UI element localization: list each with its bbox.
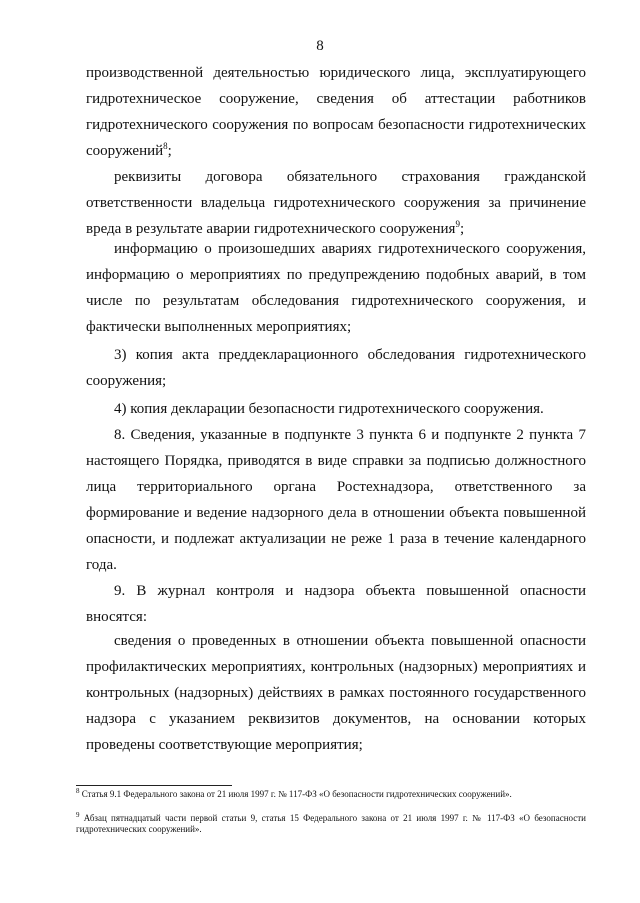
paragraph-text: реквизиты договора обязательного страхования гражданской ответственности владельца гидротехнического сооружения за причинение вреда в результате аварии гидротехнического сооружения <box>86 169 586 237</box>
footnote-9 <box>76 813 586 835</box>
footnote-ref-8[interactable]: 8 <box>163 141 168 151</box>
punctuation: ; <box>459 221 465 237</box>
footnote-text: Статья 9.1 Федерального закона от 21 июля 1997 г. № 117-ФЗ «О безопасности гидротехнических сооружений». <box>79 789 512 799</box>
paragraph-section-9: 9. В журнал контроля и надзора объекта повышенной опасности вносятся: <box>86 583 586 625</box>
paragraph-insurance <box>86 164 586 242</box>
paragraph-item-4: 4) копия декларации безопасности гидротехнического сооружения. <box>114 401 544 417</box>
footnote-8 <box>76 789 586 800</box>
paragraph-text: производственной деятельностью юридического лица, эксплуатирующего гидротехническое сооружение, сведения об аттестации работников гидротехнического сооружения по вопросам безопасности гидротехнических сооружений <box>86 65 586 159</box>
paragraph-control-measures: сведения о проведенных в отношении объекта повышенной опасности профилактических мероприятиях, контрольных (надзорных) мероприятиях и контрольных (надзорных) действиях в рамках постоянного государственного надзора с указанием реквизитов документов, на основании которых проведены соответствующие мероприятия; <box>86 633 586 753</box>
footnote-text: Абзац пятнадцатый части первой статьи 9, статья 15 Федерального закона от 21 июля 1997 г. № 117-ФЗ «О безопасности гидротехнических сооружений». <box>76 813 586 834</box>
paragraph-attestation <box>86 60 586 164</box>
punctuation: ; <box>167 143 172 159</box>
paragraph-accidents: информацию о произошедших авариях гидротехнического сооружения, информацию о мероприятиях по предупреждению подобных аварий, в том числе по результатам обследования гидротехнического сооружения, и фактически выполненных мероприятиях; <box>86 241 586 335</box>
paragraph-section-8: 8. Сведения, указанные в подпункте 3 пункта 6 и подпункте 2 пункта 7 настоящего Порядка, приводятся в виде справки за подписью должностного лица территориального органа Ростехнадзора, ответственного за формирование и ведение надзорного дела в отношении объекта повышенной опасности, и подлежат актуализации не реже 1 раза в течение календарного года. <box>86 427 586 573</box>
paragraph-item-3: 3) копия акта преддекларационного обследования гидротехнического сооружения; <box>86 347 586 389</box>
page-number: 8 <box>316 38 324 54</box>
footnote-divider <box>76 785 232 786</box>
footnote-ref-9[interactable]: 9 <box>455 219 460 229</box>
footnote-mark: 9 <box>76 811 80 819</box>
footnote-mark: 8 <box>76 787 80 795</box>
